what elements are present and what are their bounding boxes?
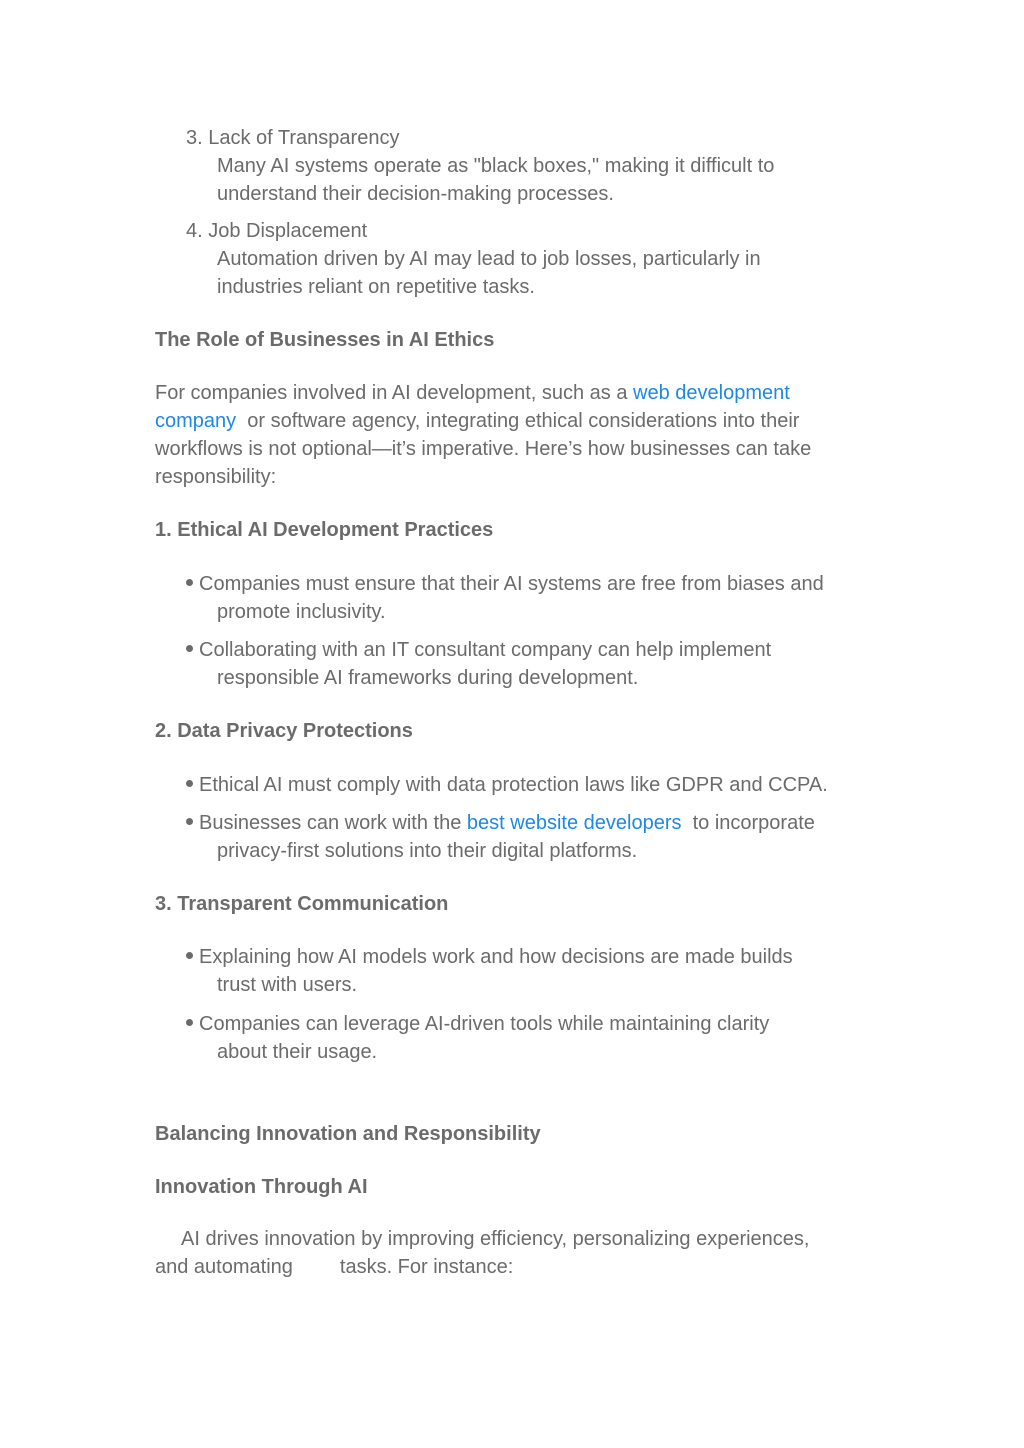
best-website-developers-link[interactable]: best website developers <box>466 812 682 834</box>
paragraph-text: tasks. For instance: <box>339 1256 514 1278</box>
paragraph-line <box>155 407 875 435</box>
bullet-text-continued: about their usage. <box>217 1041 378 1063</box>
bullet-icon <box>186 1019 193 1026</box>
paragraph-text: and automating <box>155 1256 293 1278</box>
subsection-heading: 3. Transparent Communication <box>155 893 449 915</box>
section-heading: Balancing Innovation and Responsibility <box>155 1123 541 1145</box>
bullet-item <box>186 1010 769 1038</box>
bullet-text: to incorporate <box>681 812 815 834</box>
list-item-description: Many AI systems operate as "black boxes," making it difficult to <box>217 155 775 177</box>
paragraph-line: workflows is not optional—it’s imperative. Here’s how businesses can take <box>155 438 812 460</box>
bullet-text: Companies can leverage AI-driven tools while maintaining clarity <box>199 1013 770 1035</box>
paragraph-line: responsibility: <box>155 466 277 488</box>
section-heading: The Role of Businesses in AI Ethics <box>155 329 495 351</box>
paragraph-line: AI drives innovation by improving efficiency, personalizing experiences, <box>181 1228 810 1250</box>
web-development-company-link[interactable]: web development <box>633 382 790 404</box>
bullet-item <box>186 771 828 799</box>
bullet-icon <box>186 818 193 825</box>
list-item-title: 4. Job Displacement <box>186 220 368 242</box>
bullet-icon <box>186 579 193 586</box>
bullet-text: Collaborating with an IT consultant company can help implement <box>199 639 772 661</box>
web-development-company-link-continued[interactable]: company <box>155 410 237 432</box>
paragraph-line <box>155 1253 875 1281</box>
list-item-description: Automation driven by AI may lead to job losses, particularly in <box>217 248 761 270</box>
list-item-description: understand their decision-making processes. <box>217 183 614 205</box>
bullet-text-continued: responsible AI frameworks during development. <box>217 667 639 689</box>
subsection-heading: 1. Ethical AI Development Practices <box>155 519 494 541</box>
bullet-icon <box>186 952 193 959</box>
bullet-item <box>186 943 793 971</box>
bullet-icon <box>186 645 193 652</box>
paragraph-text: or software agency, integrating ethical considerations into their <box>236 410 800 432</box>
paragraph-line <box>155 379 875 407</box>
bullet-text: Ethical AI must comply with data protection laws like GDPR and CCPA. <box>199 774 828 796</box>
bullet-item <box>186 809 815 837</box>
bullet-text: Companies must ensure that their AI systems are free from biases and <box>199 573 824 595</box>
bullet-item <box>186 636 771 664</box>
bullet-text-continued: privacy-first solutions into their digital platforms. <box>217 840 638 862</box>
bullet-text-continued: promote inclusivity. <box>217 601 386 623</box>
list-item-description: industries reliant on repetitive tasks. <box>217 276 535 298</box>
bullet-text-continued: trust with users. <box>217 974 358 996</box>
paragraph-text: For companies involved in AI development, such as a <box>155 382 634 404</box>
bullet-icon <box>186 780 193 787</box>
subsection-heading: 2. Data Privacy Protections <box>155 720 413 742</box>
bullet-text: Businesses can work with the <box>199 812 467 834</box>
subsection-heading: Innovation Through AI <box>155 1176 368 1198</box>
bullet-text: Explaining how AI models work and how decisions are made builds <box>199 946 793 968</box>
list-item-title: 3. Lack of Transparency <box>186 127 400 149</box>
bullet-item <box>186 570 824 598</box>
